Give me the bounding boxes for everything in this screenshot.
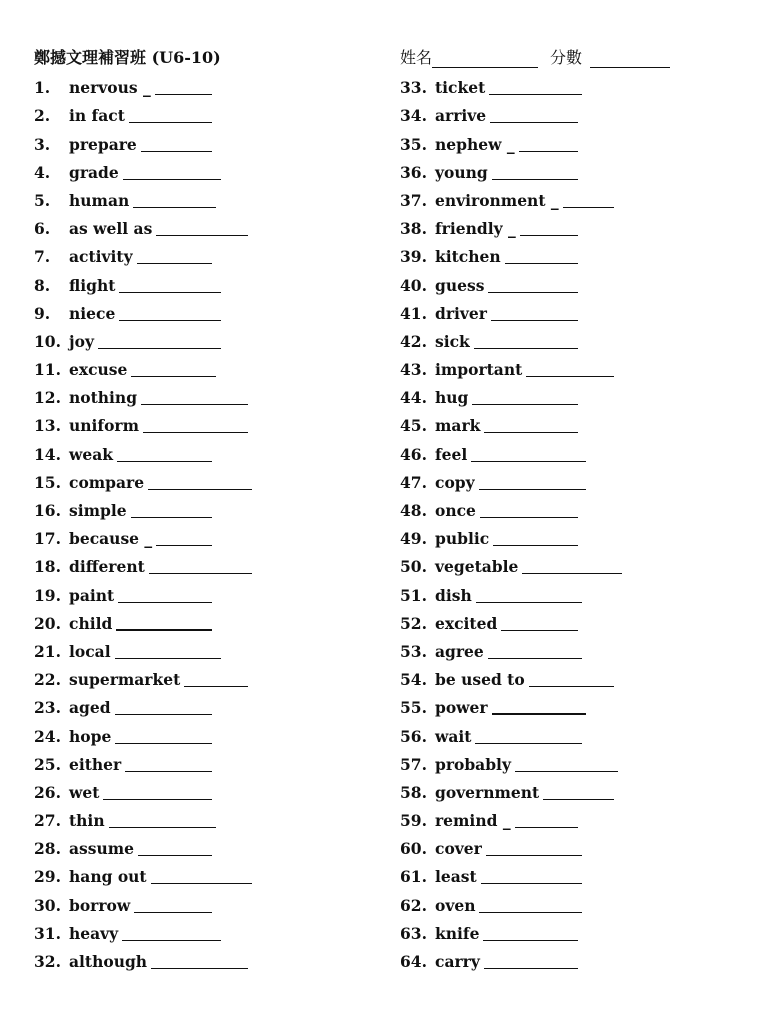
item-number: 32. [34,952,61,971]
vocab-item [400,608,622,636]
vocab-item [400,523,622,551]
vocab-word: paint [69,585,115,605]
vocab-item [34,213,252,241]
vocab-word: human [69,190,130,210]
vocab-word: hug [435,388,469,408]
item-number: 6. [34,219,51,239]
answer-blank[interactable] [479,911,582,913]
answer-blank[interactable] [501,629,578,631]
answer-blank[interactable] [488,291,578,293]
vocab-word: different [69,557,145,577]
vocab-item [34,861,252,889]
item-number: 24. [34,726,61,746]
vocab-item [400,664,622,692]
answer-blank[interactable] [149,572,252,574]
answer-blank[interactable] [141,150,212,152]
vocab-item [34,608,252,636]
item-number: 48. [400,501,427,520]
vocab-word: compare [69,472,145,492]
item-number: 19. [34,585,61,605]
answer-blank[interactable] [119,291,221,293]
vocab-item [34,128,252,156]
name-label: 姓名 [400,48,433,67]
vocab-item [34,185,252,213]
vocab-word: government [435,782,540,802]
answer-blank[interactable] [98,347,221,349]
item-number: 28. [34,839,61,859]
vocab-item [400,495,622,523]
item-number: 16. [34,501,61,520]
item-number: 10. [34,331,61,351]
vocab-item [34,636,252,664]
vocab-item [400,889,622,917]
vocab-word: thin [69,811,105,831]
vocab-word: in fact [69,106,125,126]
vocab-item [34,438,252,466]
score-blank[interactable] [590,53,670,68]
worksheet-title: 鄭撼文理補習班 (U6-10) [34,48,221,67]
vocab-item [400,128,622,156]
answer-blank[interactable] [115,657,221,659]
answer-blank[interactable] [151,967,248,969]
vocab-item [34,833,252,861]
item-number: 36. [400,162,427,182]
answer-blank[interactable] [492,712,586,715]
answer-blank[interactable] [155,93,212,95]
vocab-word: kitchen [435,247,501,267]
vocab-item [34,551,252,579]
item-number: 44. [400,388,427,408]
vocab-item [400,777,622,805]
vocab-item [400,551,622,579]
item-number: 9. [34,303,51,323]
item-number: 51. [400,585,427,605]
vocab-word: power [435,698,488,718]
item-number: 39. [400,247,427,267]
vocab-word: be used to [435,670,525,690]
item-number: 47. [400,472,427,492]
vocab-word: guess [435,275,485,295]
answer-blank[interactable] [519,150,578,152]
answer-blank[interactable] [117,460,212,462]
item-number: 20. [34,613,61,633]
vocab-item [34,692,252,720]
vocab-word: dish [435,585,472,605]
vocab-item [400,326,622,354]
vocab-item [34,72,252,100]
vocab-word: environment _ [435,190,559,210]
item-number: 61. [400,867,427,887]
vocab-item [400,298,622,326]
vocab-word: carry [435,952,480,971]
item-number: 13. [34,416,61,436]
vocab-word: borrow [69,895,131,915]
vocab-item [34,495,252,523]
item-number: 41. [400,303,427,323]
vocab-word: because _ [69,529,153,549]
vocab-word: flight [69,275,116,295]
vocab-word: excited [435,613,498,633]
vocab-word: least [435,867,477,887]
item-number: 46. [400,444,427,464]
vocab-word: prepare [69,134,137,154]
item-number: 60. [400,839,427,859]
vocab-item [34,157,252,185]
vocab-word: important [435,360,523,380]
vocab-item [34,326,252,354]
vocab-item [400,579,622,607]
answer-blank[interactable] [529,685,614,687]
vocab-item [400,410,622,438]
item-number: 63. [400,923,427,943]
answer-blank[interactable] [484,967,578,969]
answer-blank[interactable] [184,685,248,687]
vocab-word: public [435,529,490,549]
vocab-item [34,241,252,269]
vocab-item [400,241,622,269]
vocab-word: nothing [69,388,138,408]
answer-blank[interactable] [474,347,578,349]
item-number: 11. [34,360,61,380]
vocab-item [34,298,252,326]
answer-blank[interactable] [471,460,586,462]
vocab-word: local [69,641,111,661]
vocab-word: copy [435,472,475,492]
vocab-word: remind _ [435,811,511,831]
vocab-item [400,185,622,213]
answer-blank[interactable] [490,121,578,123]
item-number: 30. [34,895,61,915]
item-number: 2. [34,106,51,126]
vocab-word: arrive [435,106,487,126]
answer-blank[interactable] [156,234,248,236]
answer-blank[interactable] [515,770,618,772]
answer-blank[interactable] [526,375,614,377]
answer-blank[interactable] [143,431,248,433]
vocab-word: ticket [435,78,486,98]
vocab-word: nephew _ [435,134,515,154]
item-number: 52. [400,613,427,633]
vocab-item [400,100,622,128]
item-number: 21. [34,641,61,661]
vocab-word: weak [69,444,113,464]
item-number: 22. [34,670,61,690]
answer-blank[interactable] [472,403,578,405]
vocab-word: probably [435,754,511,774]
vocab-item [34,382,252,410]
answer-blank[interactable] [141,403,248,405]
item-number: 43. [400,360,427,380]
item-number: 59. [400,811,427,831]
answer-blank[interactable] [134,911,212,913]
vocab-word: activity [69,247,133,267]
vocab-word: either [69,754,122,774]
vocab-item [400,467,622,495]
answer-blank[interactable] [115,713,212,715]
item-number: 45. [400,416,427,436]
name-blank[interactable] [432,53,538,68]
vocab-item [34,467,252,495]
item-number: 37. [400,190,427,210]
item-number: 62. [400,895,427,915]
vocab-word: joy [69,331,94,351]
vocab-item [400,692,622,720]
item-number: 29. [34,867,61,887]
item-number: 58. [400,782,427,802]
vocab-item [400,720,622,748]
vocab-word: nervous _ [69,78,151,98]
answer-blank[interactable] [103,798,212,800]
item-number: 42. [400,331,427,351]
vocab-word: as well as [69,219,153,239]
item-number: 53. [400,641,427,661]
vocab-item [34,918,252,946]
vocab-word: cover [435,839,482,859]
vocab-word: wet [69,782,100,802]
answer-blank[interactable] [476,601,582,603]
vocab-item [400,833,622,861]
answer-blank[interactable] [151,882,252,884]
vocab-word: vegetable [435,557,519,577]
item-number: 5. [34,190,51,210]
vocab-word: aged [69,698,111,718]
vocab-word: simple [69,501,127,520]
vocab-item [400,918,622,946]
vocab-word: niece [69,303,116,323]
vocab-word: friendly _ [435,219,516,239]
answer-blank[interactable] [129,121,212,123]
item-number: 15. [34,472,61,492]
vocab-word: knife [435,923,480,943]
item-number: 1. [34,78,51,98]
item-number: 3. [34,134,51,154]
vocab-column-left [34,72,252,974]
answer-blank[interactable] [515,826,578,828]
vocab-word: mark [435,416,481,436]
answer-blank[interactable] [489,93,582,95]
item-number: 64. [400,952,427,971]
vocab-item [400,213,622,241]
vocab-item [34,749,252,777]
answer-blank[interactable] [480,516,578,518]
answer-blank[interactable] [123,178,221,180]
answer-blank[interactable] [493,544,578,546]
vocab-word: supermarket [69,670,181,690]
vocab-word: oven [435,895,476,915]
item-number: 8. [34,275,51,295]
item-number: 57. [400,754,427,774]
vocab-item [34,664,252,692]
answer-blank[interactable] [479,488,586,490]
item-number: 26. [34,782,61,802]
item-number: 49. [400,529,427,549]
answer-blank[interactable] [125,770,212,772]
vocab-item [34,354,252,382]
item-number: 31. [34,923,61,943]
answer-blank[interactable] [543,798,614,800]
item-number: 55. [400,698,427,718]
vocab-word: excuse [69,360,128,380]
vocab-item [34,579,252,607]
vocab-item [400,749,622,777]
item-number: 14. [34,444,61,464]
answer-blank[interactable] [488,657,582,659]
vocab-item [34,889,252,917]
item-number: 35. [400,134,427,154]
item-number: 18. [34,557,61,577]
item-number: 4. [34,162,51,182]
vocab-item [400,636,622,664]
vocab-item [400,269,622,297]
item-number: 38. [400,219,427,239]
answer-blank[interactable] [492,178,578,180]
item-number: 56. [400,726,427,746]
answer-blank[interactable] [483,939,578,941]
answer-blank[interactable] [563,206,614,208]
vocab-item [34,777,252,805]
vocab-item [34,805,252,833]
item-number: 27. [34,811,61,831]
answer-blank[interactable] [131,516,212,518]
vocab-word: hang out [69,867,147,887]
vocab-item [400,157,622,185]
answer-blank[interactable] [491,319,578,321]
answer-blank[interactable] [131,375,216,377]
vocab-column-right [400,72,622,974]
vocab-word: child [69,613,113,633]
answer-blank[interactable] [156,544,212,546]
vocab-word: grade [69,162,119,182]
vocab-word: assume [69,839,135,859]
vocab-word: heavy [69,923,119,943]
vocab-item [34,410,252,438]
vocab-word: feel [435,444,468,464]
answer-blank[interactable] [484,431,578,433]
item-number: 40. [400,275,427,295]
vocab-item [400,861,622,889]
answer-blank[interactable] [475,742,582,744]
answer-blank[interactable] [520,234,578,236]
answer-blank[interactable] [116,628,212,631]
answer-blank[interactable] [115,742,212,744]
vocab-item [400,382,622,410]
answer-blank[interactable] [118,601,212,603]
answer-blank[interactable] [138,854,212,856]
vocab-item [34,523,252,551]
item-number: 23. [34,698,61,718]
answer-blank[interactable] [522,572,622,574]
vocab-item [34,946,252,974]
vocab-item [400,946,622,974]
answer-blank[interactable] [481,882,582,884]
item-number: 50. [400,557,427,577]
vocab-word: young [435,162,488,182]
answer-blank[interactable] [137,262,212,264]
item-number: 25. [34,754,61,774]
item-number: 34. [400,106,427,126]
score-label: 分數 [550,48,583,67]
vocab-word: wait [435,726,472,746]
item-number: 12. [34,388,61,408]
answer-blank[interactable] [119,319,221,321]
answer-blank[interactable] [148,488,252,490]
vocab-item [34,100,252,128]
answer-blank[interactable] [109,826,216,828]
vocab-word: once [435,501,476,520]
vocab-item [400,438,622,466]
vocab-word: uniform [69,416,139,436]
item-number: 33. [400,78,427,98]
answer-blank[interactable] [486,854,582,856]
answer-blank[interactable] [505,262,578,264]
item-number: 17. [34,529,61,549]
header-fields [400,45,680,68]
vocab-item [34,720,252,748]
answer-blank[interactable] [122,939,221,941]
vocab-word: sick [435,331,470,351]
answer-blank[interactable] [133,206,216,208]
vocab-word: driver [435,303,487,323]
vocab-item [400,805,622,833]
vocab-word: although [69,952,148,971]
vocab-word: hope [69,726,112,746]
item-number: 54. [400,670,427,690]
item-number: 7. [34,247,51,267]
vocab-word: agree [435,641,484,661]
vocab-item [400,354,622,382]
vocab-item [34,269,252,297]
vocab-item [400,72,622,100]
